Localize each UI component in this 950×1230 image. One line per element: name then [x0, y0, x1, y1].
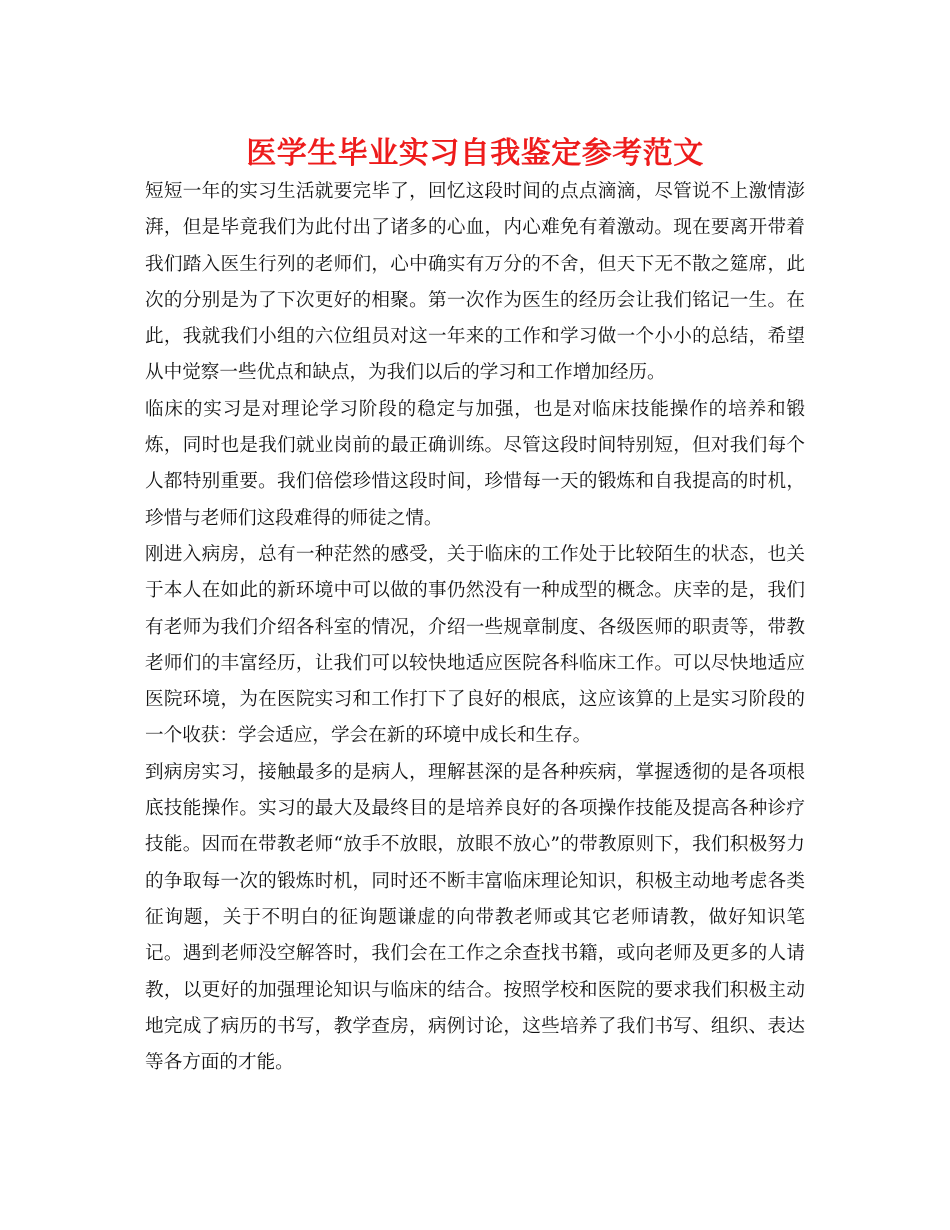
document-title: 医学生毕业实习自我鉴定参考范文	[246, 136, 704, 171]
paragraph-1: 短短一年的实习生活就要完毕了，回忆这段时间的点点滴滴，尽管说不上激情澎湃，但是毕竟我们为此付出了诸多的心血，内心难免有着激动。现在要离开带着我们踏入医生行列的老师们，心中确实有万分的不舍，但天下无不散之筵席，此次的分别是为了下次更好的相聚。第一次作为医生的经历会让我们铭记一生。在此，我就我们小组的六位组员对这一年来的工作和学习做一个小小的总结，希望从中觉察一些优点和缺点，为我们以后的学习和工作增加经历。	[145, 181, 805, 384]
document-body	[145, 174, 805, 1081]
paragraph-2: 临床的实习是对理论学习阶段的稳定与加强，也是对临床技能操作的培养和锻炼，同时也是我们就业岗前的最正确训练。尽管这段时间特别短，但对我们每个人都特别重要。我们倍偿珍惜这段时间，珍惜每一天的锻炼和自我提高的时机，珍惜与老师们这段难得的师徒之情。	[145, 398, 805, 529]
paragraph-3: 刚进入病房，总有一种茫然的感受，关于临床的工作处于比较陌生的状态，也关于本人在如此的新环境中可以做的事仍然没有一种成型的概念。庆幸的是，我们有老师为我们介绍各科室的情况，介绍一些规章制度、各级医师的职责等，带教老师们的丰富经历，让我们可以较快地适应医院各科临床工作。可以尽快地适应医院环境，为在医院实习和工作打下了良好的根底，这应该算的上是实习阶段的一个收获：学会适应，学会在新的环境中成长和生存。	[145, 543, 805, 747]
paragraph-4: 到病房实习，接触最多的是病人，理解甚深的是各种疾病，掌握透彻的是各项根底技能操作。实习的最大及最终目的是培养良好的各项操作技能及提高各种诊疗技能。因而在带教老师“放手不放眼，放眼不放心”的带教原则下，我们积极努力的争取每一次的锻炼时机，同时还不断丰富临床理论知识，积极主动地考虑各类征询题，关于不明白的征询题谦虚的向带教老师或其它老师请教，做好知识笔记。遇到老师没空解答时，我们会在工作之余查找书籍，或向老师及更多的人请教，以更好的加强理论知识与临床的结合。按照学校和医院的要求我们积极主动地完成了病历的书写，教学查房，病例讨论，这些培养了我们书写、组织、表达等各方面的才能。	[145, 761, 805, 1074]
